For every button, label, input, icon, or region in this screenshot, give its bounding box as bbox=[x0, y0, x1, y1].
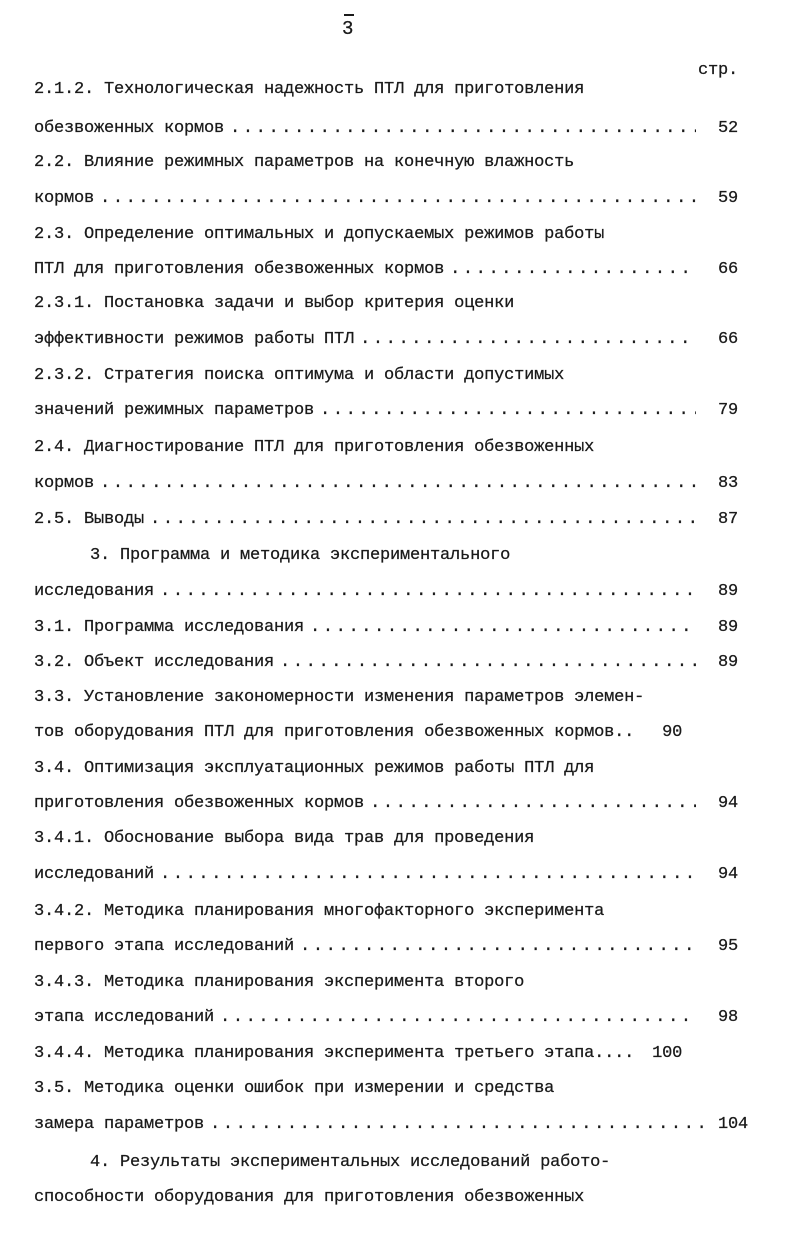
toc-entry-3-4-4-leader bbox=[34, 1042, 748, 1066]
toc-chapter-3-title: 3. Программа и методика экспериментального bbox=[90, 546, 511, 565]
toc-entry-page: 66 bbox=[717, 260, 738, 279]
toc-entry-page: 94 bbox=[717, 865, 738, 884]
toc-chapter-4-title-cont: способности оборудования для приготовления обезвоженных bbox=[34, 1188, 585, 1207]
toc-entry-2-3-1-leader bbox=[34, 328, 738, 352]
toc-entry-text: 3.2. Объект исследования bbox=[34, 653, 275, 672]
toc-entry-2-4-leader bbox=[34, 472, 738, 496]
toc-entry-3-4-leader bbox=[34, 792, 738, 816]
toc-entry-text: тов оборудования ПТЛ для приготовления обезвоженных кормов.. bbox=[34, 723, 635, 742]
toc-entry-2-4-title: 2.4. Диагностирование ПТЛ для приготовления обезвоженных bbox=[34, 438, 595, 457]
toc-entry-text: 3.1. Программа исследования bbox=[34, 618, 305, 637]
toc-entry-page: 104 bbox=[717, 1115, 748, 1134]
toc-entry-page: 59 bbox=[717, 189, 738, 208]
dot-leader bbox=[100, 472, 696, 496]
toc-entry-text: 3.4.4. Методика планирования эксперимента третьего этапа.... bbox=[34, 1044, 635, 1063]
toc-entry-page: 52 bbox=[717, 119, 738, 138]
toc-entry-page: 89 bbox=[717, 653, 738, 672]
toc-entry-text: кормов bbox=[34, 474, 95, 493]
toc-entry-page: 89 bbox=[717, 618, 738, 637]
toc-entry-page: 90 bbox=[662, 723, 683, 742]
toc-entry-3-5-leader bbox=[34, 1113, 748, 1137]
toc-entry-3-4-2-leader bbox=[34, 935, 738, 959]
toc-entry-3-4-1-leader bbox=[34, 863, 738, 887]
toc-entry-page: 66 bbox=[717, 330, 738, 349]
dot-leader bbox=[100, 187, 696, 211]
toc-entry-text: исследований bbox=[34, 865, 155, 884]
toc-entry-2-3-2-title: 2.3.2. Стратегия поиска оптимума и области допустимых bbox=[34, 366, 565, 385]
toc-entry-3-4-3-leader bbox=[34, 1006, 738, 1030]
toc-entry-text: 2.5. Выводы bbox=[34, 510, 145, 529]
toc-entry-page: 79 bbox=[717, 401, 738, 420]
page-number: 3 bbox=[342, 18, 354, 40]
toc-entry-3-2-leader bbox=[34, 651, 738, 675]
page-number-overline bbox=[344, 14, 354, 16]
toc-chapter-4-title: 4. Результаты экспериментальных исследований работо- bbox=[90, 1153, 611, 1172]
toc-entry-3-3-leader bbox=[34, 721, 738, 745]
toc-entry-text: значений режимных параметров bbox=[34, 401, 315, 420]
toc-entry-text: этапа исследований bbox=[34, 1008, 215, 1027]
toc-entry-2-2-leader bbox=[34, 187, 738, 211]
toc-entry-page: 87 bbox=[717, 510, 738, 529]
toc-entry-page: 98 bbox=[717, 1008, 738, 1027]
dot-leader bbox=[160, 580, 696, 604]
toc-entry-3-4-1-title: 3.4.1. Обоснование выбора вида трав для проведения bbox=[34, 829, 535, 848]
dot-leader bbox=[310, 616, 696, 640]
toc-entry-text: эффективности режимов работы ПТЛ bbox=[34, 330, 355, 349]
toc-entry-3-5-title: 3.5. Методика оценки ошибок при измерении и средства bbox=[34, 1079, 555, 1098]
toc-entry-3-4-2-title: 3.4.2. Методика планирования многофакторного эксперимента bbox=[34, 902, 605, 921]
dot-leader bbox=[230, 117, 696, 141]
toc-entry-page: 94 bbox=[717, 794, 738, 813]
dot-leader bbox=[320, 399, 696, 423]
toc-entry-text: ПТЛ для приготовления обезвоженных кормов bbox=[34, 260, 445, 279]
toc-entry-2-5-leader bbox=[34, 508, 738, 532]
toc-entry-2-3-1-title: 2.3.1. Постановка задачи и выбор критерия оценки bbox=[34, 294, 515, 313]
toc-entry-2-2-title: 2.2. Влияние режимных параметров на конечную влажность bbox=[34, 153, 575, 172]
toc-entry-text: первого этапа исследований bbox=[34, 937, 295, 956]
toc-entry-page: 83 bbox=[717, 474, 738, 493]
dot-leader bbox=[150, 508, 696, 532]
toc-entry-3-4-title: 3.4. Оптимизация эксплуатационных режимов работы ПТЛ для bbox=[34, 759, 595, 778]
dot-leader bbox=[280, 651, 696, 675]
toc-entry-3-4-3-title: 3.4.3. Методика планирования эксперимента второго bbox=[34, 973, 525, 992]
toc-entry-2-3-leader bbox=[34, 258, 738, 282]
dot-leader bbox=[450, 258, 696, 282]
page-column-label: стр. bbox=[698, 61, 739, 80]
toc-entry-page: 95 bbox=[717, 937, 738, 956]
toc-entry-2-3-2-leader bbox=[34, 399, 738, 423]
dot-leader bbox=[360, 328, 696, 352]
dot-leader bbox=[160, 863, 696, 887]
toc-entry-2-1-2-title: 2.1.2. Технологическая надежность ПТЛ для приготовления bbox=[34, 80, 585, 99]
toc-entry-text: приготовления обезвоженных кормов bbox=[34, 794, 365, 813]
toc-entry-3-1-leader bbox=[34, 616, 738, 640]
toc-entry-text: исследования bbox=[34, 582, 155, 601]
toc-entry-2-3-title: 2.3. Определение оптимальных и допускаемых режимов работы bbox=[34, 225, 605, 244]
toc-entry-3-3-title: 3.3. Установление закономерности изменения параметров элемен- bbox=[34, 688, 645, 707]
toc-entry-page: 89 bbox=[717, 582, 738, 601]
toc-entry-text: замера параметров bbox=[34, 1115, 205, 1134]
dot-leader bbox=[220, 1006, 696, 1030]
dot-leader bbox=[210, 1113, 706, 1137]
dot-leader bbox=[300, 935, 696, 959]
dot-leader bbox=[370, 792, 696, 816]
toc-entry-text: кормов bbox=[34, 189, 95, 208]
toc-entry-2-1-2-leader bbox=[34, 117, 738, 141]
toc-chapter-3-leader bbox=[34, 580, 738, 604]
toc-entry-page: 100 bbox=[652, 1044, 683, 1063]
toc-entry-text: обезвоженных кормов bbox=[34, 119, 225, 138]
